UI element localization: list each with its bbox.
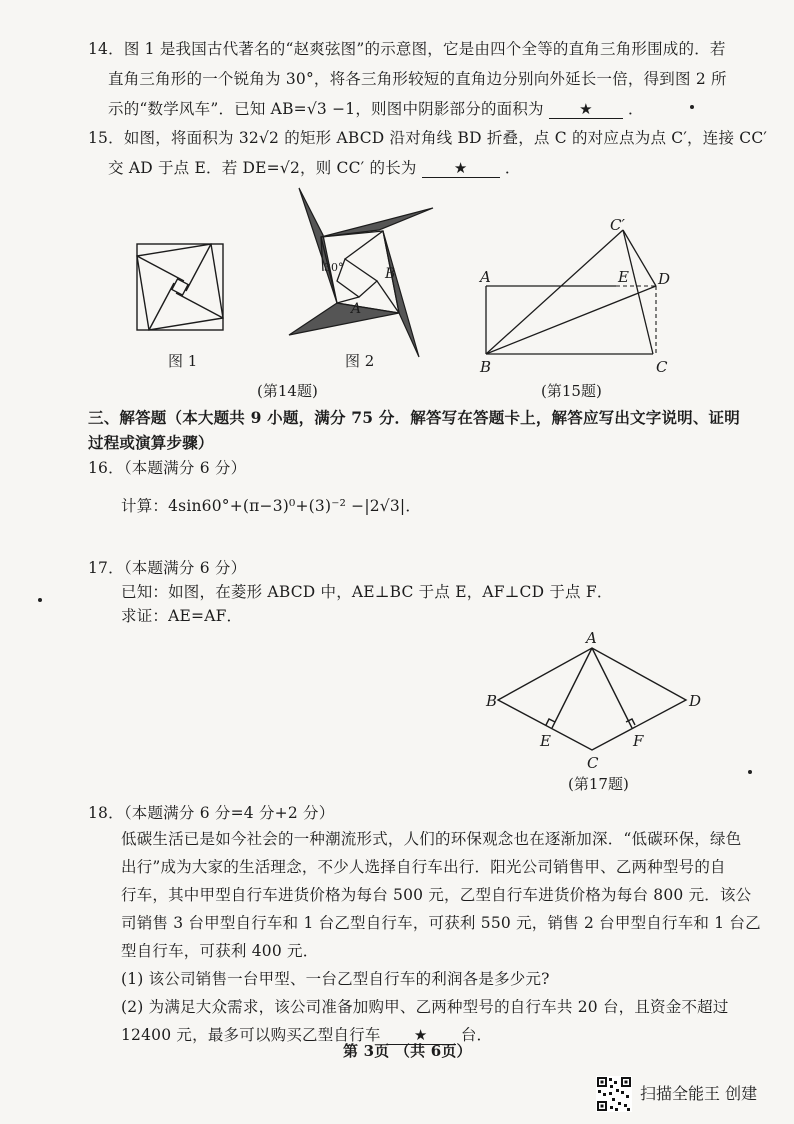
q15-line-2-end: ． (504, 159, 521, 177)
figure-15-label-b: B (480, 358, 492, 376)
scan-speck (38, 598, 42, 602)
scanner-brand-watermark: 扫描全能王 创建 (640, 1084, 758, 1103)
figure-17-label-b: B (486, 692, 498, 710)
figure-17-caption: (第17题) (568, 775, 629, 793)
figure-2-angle-30: 30° (324, 261, 344, 274)
q17-given: 已知：如图，在菱形 ABCD 中，AE⊥BC 于点 E，AF⊥CD 于点 F． (121, 583, 613, 601)
q15-line-2-text: 交 AD 于点 E．若 DE=√2，则 CC′ 的长为 (108, 159, 417, 177)
star-icon: ★ (579, 100, 593, 118)
figure-15-label-a: A (480, 268, 491, 286)
figure-15-label-d: D (658, 270, 671, 288)
q18-paragraph-line-5: 型自行车，可获利 400 元． (121, 942, 319, 960)
q14-line-2: 直角三角形的一个锐角为 30°，将各三角形较短的直角边分别向外延长一倍，得到图 2 所 (108, 70, 727, 88)
section-3-heading: 三、解答题（本大题共 9 小题，满分 75 分．解答写在答题卡上，解答应写出文字说明、证明 (88, 408, 740, 427)
figure-17-rhombus (480, 628, 710, 778)
q18-paragraph-line-3: 行车，其中甲型自行车进货价格为每台 500 元，乙型自行车进货价格为每台 800 元．该公 (121, 886, 752, 904)
figure-17-label-d: D (689, 692, 702, 710)
q17-title: 17．（本题满分 6 分） (88, 559, 247, 577)
figure-15-caption: (第15题) (541, 382, 602, 400)
q14-line-3-text: 示的“数学风车”．已知 AB=√3 −1，则图中阴影部分的面积为 (108, 100, 544, 118)
q14-line-3 (108, 98, 644, 120)
scan-speck (748, 770, 752, 774)
figure-2-label-a: A (351, 301, 362, 317)
figure-15-label-c: C (656, 358, 668, 376)
figure-15-label-c-prime: C′ (610, 216, 625, 234)
qr-code-icon (596, 1076, 632, 1112)
figure-2-caption: 图 2 (345, 352, 375, 370)
q18-paragraph-line-4: 司销售 3 台甲型自行车和 1 台乙型自行车，可获利 550 元，销售 2 台甲型自行车和 1 台乙 (121, 914, 761, 932)
q18-paragraph-line-2: 出行”成为大家的生活理念，不少人选择自行车出行．阳光公司销售甲、乙两种型号的自 (121, 858, 726, 876)
q15-line-2 (108, 157, 521, 179)
figure-2-label-b: B (385, 266, 396, 282)
figure-1-zhao-shuang-diagram (135, 242, 225, 332)
q18-subquestion-2-end: 台． (460, 1026, 493, 1044)
star-icon: ★ (413, 1026, 428, 1044)
q16-title: 16．（本题满分 6 分） (88, 459, 247, 477)
figure-1-caption: 图 1 (168, 352, 198, 370)
figure-2-math-windmill (285, 185, 435, 360)
star-icon: ★ (453, 159, 468, 177)
figure-17-label-e: E (540, 732, 551, 750)
q18-subquestion-2-text: 12400 元，最多可以购买乙型自行车 (121, 1026, 381, 1044)
q18-paragraph-line-1: 低碳生活已是如今社会的一种潮流形式，人们的环保观念也在逐渐加深．“低碳环保，绿色 (121, 830, 742, 848)
q14-line-3-end: ． (628, 100, 644, 118)
q16-expression: 计算：4sin60°+(π−3)⁰+(3)⁻² −|2√3|． (121, 497, 422, 515)
figure-17-label-a: A (586, 629, 597, 647)
q18-subquestion-1: (1) 该公司销售一台甲型、一台乙型自行车的利润各是多少元? (121, 970, 550, 988)
scan-speck (690, 105, 694, 109)
figure-15-label-e: E (618, 268, 629, 286)
q17-prove: 求证：AE=AF． (121, 607, 243, 625)
figure-17-label-f: F (633, 732, 644, 750)
q18-subquestion-2: (2) 为满足大众需求，该公司准备加购甲、乙两种型号的自行车共 20 台，且资金不超过 (121, 998, 729, 1016)
page-number: 第 3页 （共 6页） (343, 1042, 472, 1060)
q18-title: 18．（本题满分 6 分=4 分+2 分） (88, 804, 335, 822)
section-3-heading-cont: 过程或演算步骤） (88, 433, 214, 452)
figure-14-caption: (第14题) (257, 382, 318, 400)
figure-15-folded-rectangle (478, 216, 678, 376)
q15-answer-blank (422, 159, 500, 178)
q15-line-1: 15．如图，将面积为 32√2 的矩形 ABCD 沿对角线 BD 折叠，点 C 的对应点为点 C′，连接 CC′ (88, 129, 768, 147)
q14-line-1: 14．图 1 是我国古代著名的“赵爽弦图”的示意图，它是由四个全等的直角三角形围成的．若 (88, 40, 726, 58)
q14-answer-blank (549, 100, 623, 119)
figure-17-label-c: C (587, 754, 599, 772)
